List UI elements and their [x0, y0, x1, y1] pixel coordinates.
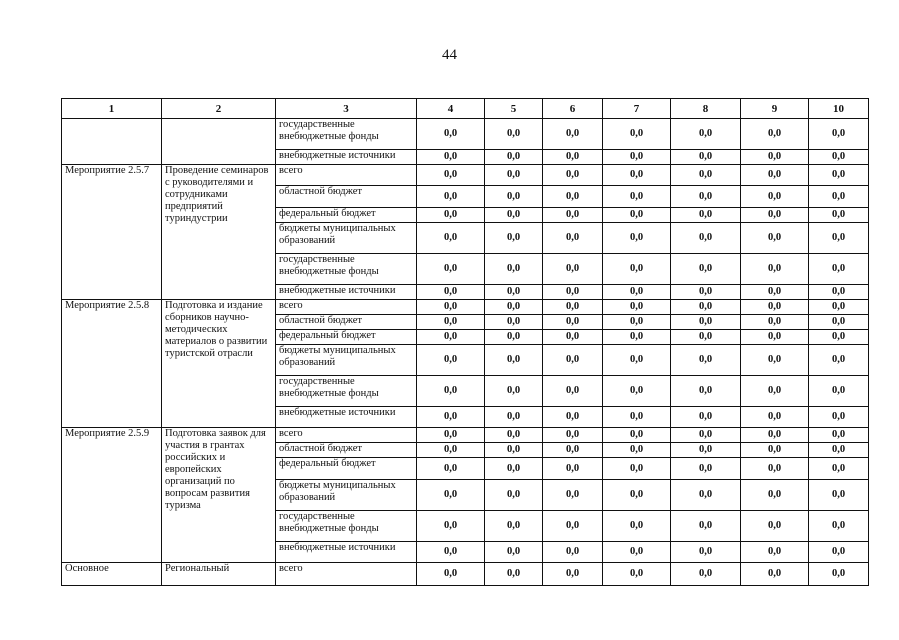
- funding-source-cell: всего: [276, 428, 417, 443]
- value-cell: 0,0: [671, 563, 741, 586]
- value-cell: 0,0: [741, 150, 809, 165]
- activity-cell: Мероприятие 2.5.8: [62, 300, 162, 428]
- value-cell: 0,0: [741, 443, 809, 458]
- value-cell: 0,0: [485, 345, 543, 376]
- column-header: 2: [162, 99, 276, 119]
- description-cell: Региональный: [162, 563, 276, 586]
- value-cell: 0,0: [543, 563, 603, 586]
- value-cell: 0,0: [543, 443, 603, 458]
- value-cell: 0,0: [417, 315, 485, 330]
- value-cell: 0,0: [485, 300, 543, 315]
- value-cell: 0,0: [671, 300, 741, 315]
- value-cell: 0,0: [671, 376, 741, 407]
- value-cell: 0,0: [603, 208, 671, 223]
- value-cell: 0,0: [417, 119, 485, 150]
- table-row: [62, 119, 869, 150]
- value-cell: 0,0: [417, 458, 485, 480]
- value-cell: 0,0: [485, 511, 543, 542]
- value-cell: 0,0: [809, 223, 869, 254]
- value-cell: 0,0: [809, 165, 869, 186]
- value-cell: 0,0: [671, 150, 741, 165]
- value-cell: 0,0: [741, 300, 809, 315]
- description-cell: Подготовка заявок для участия в грантах российских и европейских организаций по вопросам развития туризма: [162, 428, 276, 563]
- value-cell: 0,0: [671, 285, 741, 300]
- value-cell: 0,0: [417, 511, 485, 542]
- value-cell: 0,0: [603, 300, 671, 315]
- value-cell: 0,0: [741, 428, 809, 443]
- column-header: 3: [276, 99, 417, 119]
- funding-source-cell: всего: [276, 165, 417, 186]
- value-cell: 0,0: [671, 511, 741, 542]
- value-cell: 0,0: [485, 458, 543, 480]
- funding-source-cell: внебюджетные источники: [276, 542, 417, 563]
- value-cell: 0,0: [485, 165, 543, 186]
- funding-source-cell: федеральный бюджет: [276, 330, 417, 345]
- funding-source-cell: всего: [276, 563, 417, 586]
- value-cell: 0,0: [485, 542, 543, 563]
- activity-cell: Мероприятие 2.5.7: [62, 165, 162, 300]
- funding-source-cell: областной бюджет: [276, 186, 417, 208]
- value-cell: 0,0: [741, 165, 809, 186]
- value-cell: 0,0: [417, 376, 485, 407]
- table-row: [62, 300, 869, 315]
- value-cell: 0,0: [809, 186, 869, 208]
- value-cell: 0,0: [671, 443, 741, 458]
- value-cell: 0,0: [543, 150, 603, 165]
- funding-source-cell: государственные внебюджетные фонды: [276, 511, 417, 542]
- value-cell: 0,0: [741, 254, 809, 285]
- description-cell: [162, 119, 276, 165]
- activity-cell: Мероприятие 2.5.9: [62, 428, 162, 563]
- value-cell: 0,0: [741, 315, 809, 330]
- value-cell: 0,0: [543, 186, 603, 208]
- value-cell: 0,0: [671, 345, 741, 376]
- value-cell: 0,0: [485, 254, 543, 285]
- value-cell: 0,0: [603, 407, 671, 428]
- value-cell: 0,0: [543, 345, 603, 376]
- funding-source-cell: областной бюджет: [276, 315, 417, 330]
- table-header: [62, 99, 869, 119]
- funding-source-cell: бюджеты муниципальных образований: [276, 480, 417, 511]
- funding-source-cell: государственные внебюджетные фонды: [276, 119, 417, 150]
- value-cell: 0,0: [603, 345, 671, 376]
- value-cell: 0,0: [671, 542, 741, 563]
- value-cell: 0,0: [809, 300, 869, 315]
- value-cell: 0,0: [603, 458, 671, 480]
- value-cell: 0,0: [485, 315, 543, 330]
- value-cell: 0,0: [485, 186, 543, 208]
- value-cell: 0,0: [671, 428, 741, 443]
- value-cell: 0,0: [809, 428, 869, 443]
- funding-source-cell: внебюджетные источники: [276, 285, 417, 300]
- value-cell: 0,0: [485, 330, 543, 345]
- value-cell: 0,0: [671, 208, 741, 223]
- value-cell: 0,0: [671, 165, 741, 186]
- value-cell: 0,0: [741, 376, 809, 407]
- value-cell: 0,0: [417, 407, 485, 428]
- value-cell: 0,0: [417, 542, 485, 563]
- value-cell: 0,0: [741, 285, 809, 300]
- value-cell: 0,0: [603, 542, 671, 563]
- value-cell: 0,0: [543, 330, 603, 345]
- column-header: 4: [417, 99, 485, 119]
- funding-source-cell: федеральный бюджет: [276, 208, 417, 223]
- budget-table: [61, 98, 869, 586]
- value-cell: 0,0: [543, 119, 603, 150]
- value-cell: 0,0: [671, 119, 741, 150]
- column-header: 10: [809, 99, 869, 119]
- table-row: [62, 165, 869, 186]
- value-cell: 0,0: [809, 542, 869, 563]
- value-cell: 0,0: [809, 480, 869, 511]
- value-cell: 0,0: [809, 345, 869, 376]
- value-cell: 0,0: [603, 285, 671, 300]
- value-cell: 0,0: [809, 315, 869, 330]
- value-cell: 0,0: [485, 376, 543, 407]
- value-cell: 0,0: [543, 511, 603, 542]
- funding-source-cell: бюджеты муниципальных образований: [276, 223, 417, 254]
- value-cell: 0,0: [809, 407, 869, 428]
- funding-source-cell: федеральный бюджет: [276, 458, 417, 480]
- description-cell: Проведение семинаров с руководителями и сотрудниками предприятий туриндустрии: [162, 165, 276, 300]
- funding-source-cell: государственные внебюджетные фонды: [276, 376, 417, 407]
- value-cell: 0,0: [417, 330, 485, 345]
- funding-source-cell: внебюджетные источники: [276, 407, 417, 428]
- value-cell: 0,0: [603, 563, 671, 586]
- value-cell: 0,0: [741, 511, 809, 542]
- value-cell: 0,0: [671, 315, 741, 330]
- header-row: [62, 99, 869, 119]
- value-cell: 0,0: [485, 480, 543, 511]
- value-cell: 0,0: [671, 330, 741, 345]
- value-cell: 0,0: [417, 208, 485, 223]
- value-cell: 0,0: [417, 563, 485, 586]
- value-cell: 0,0: [603, 254, 671, 285]
- column-header: 6: [543, 99, 603, 119]
- value-cell: 0,0: [741, 119, 809, 150]
- value-cell: 0,0: [603, 443, 671, 458]
- value-cell: 0,0: [603, 223, 671, 254]
- value-cell: 0,0: [543, 376, 603, 407]
- value-cell: 0,0: [741, 542, 809, 563]
- description-cell: Подготовка и издание сборников научно-методических материалов о развитии туристской отрасли: [162, 300, 276, 428]
- page-number: 44: [442, 47, 457, 63]
- value-cell: 0,0: [809, 150, 869, 165]
- value-cell: 0,0: [741, 186, 809, 208]
- value-cell: 0,0: [543, 300, 603, 315]
- value-cell: 0,0: [543, 480, 603, 511]
- value-cell: 0,0: [485, 407, 543, 428]
- value-cell: 0,0: [485, 208, 543, 223]
- value-cell: 0,0: [741, 345, 809, 376]
- value-cell: 0,0: [417, 345, 485, 376]
- funding-source-cell: внебюджетные источники: [276, 150, 417, 165]
- value-cell: 0,0: [671, 254, 741, 285]
- value-cell: 0,0: [417, 285, 485, 300]
- activity-cell: [62, 119, 162, 165]
- value-cell: 0,0: [809, 285, 869, 300]
- value-cell: 0,0: [603, 150, 671, 165]
- value-cell: 0,0: [485, 150, 543, 165]
- value-cell: 0,0: [603, 376, 671, 407]
- value-cell: 0,0: [485, 285, 543, 300]
- value-cell: 0,0: [603, 165, 671, 186]
- value-cell: 0,0: [809, 511, 869, 542]
- value-cell: 0,0: [671, 458, 741, 480]
- value-cell: 0,0: [543, 254, 603, 285]
- value-cell: 0,0: [809, 458, 869, 480]
- value-cell: 0,0: [741, 407, 809, 428]
- value-cell: 0,0: [417, 223, 485, 254]
- value-cell: 0,0: [417, 186, 485, 208]
- table-row: [62, 563, 869, 586]
- column-header: 7: [603, 99, 671, 119]
- value-cell: 0,0: [603, 330, 671, 345]
- value-cell: 0,0: [671, 480, 741, 511]
- value-cell: 0,0: [671, 407, 741, 428]
- value-cell: 0,0: [485, 428, 543, 443]
- value-cell: 0,0: [485, 119, 543, 150]
- value-cell: 0,0: [741, 458, 809, 480]
- value-cell: 0,0: [485, 563, 543, 586]
- value-cell: 0,0: [543, 428, 603, 443]
- value-cell: 0,0: [741, 223, 809, 254]
- value-cell: 0,0: [809, 254, 869, 285]
- value-cell: 0,0: [671, 223, 741, 254]
- value-cell: 0,0: [417, 300, 485, 315]
- value-cell: 0,0: [543, 315, 603, 330]
- value-cell: 0,0: [809, 376, 869, 407]
- value-cell: 0,0: [603, 428, 671, 443]
- column-header: 1: [62, 99, 162, 119]
- value-cell: 0,0: [543, 285, 603, 300]
- value-cell: 0,0: [543, 407, 603, 428]
- value-cell: 0,0: [543, 208, 603, 223]
- activity-cell: Основное: [62, 563, 162, 586]
- column-header: 8: [671, 99, 741, 119]
- value-cell: 0,0: [809, 208, 869, 223]
- value-cell: 0,0: [741, 330, 809, 345]
- funding-source-cell: областной бюджет: [276, 443, 417, 458]
- funding-source-cell: всего: [276, 300, 417, 315]
- value-cell: 0,0: [417, 443, 485, 458]
- value-cell: 0,0: [603, 119, 671, 150]
- value-cell: 0,0: [809, 443, 869, 458]
- value-cell: 0,0: [603, 315, 671, 330]
- value-cell: 0,0: [417, 165, 485, 186]
- value-cell: 0,0: [543, 223, 603, 254]
- column-header: 9: [741, 99, 809, 119]
- value-cell: 0,0: [603, 480, 671, 511]
- funding-source-cell: государственные внебюджетные фонды: [276, 254, 417, 285]
- value-cell: 0,0: [417, 254, 485, 285]
- funding-source-cell: бюджеты муниципальных образований: [276, 345, 417, 376]
- value-cell: 0,0: [543, 458, 603, 480]
- column-header: 5: [485, 99, 543, 119]
- value-cell: 0,0: [809, 563, 869, 586]
- value-cell: 0,0: [485, 443, 543, 458]
- value-cell: 0,0: [485, 223, 543, 254]
- value-cell: 0,0: [417, 150, 485, 165]
- table-body: [62, 119, 869, 586]
- value-cell: 0,0: [741, 480, 809, 511]
- value-cell: 0,0: [417, 480, 485, 511]
- value-cell: 0,0: [809, 119, 869, 150]
- value-cell: 0,0: [603, 186, 671, 208]
- value-cell: 0,0: [741, 563, 809, 586]
- value-cell: 0,0: [417, 428, 485, 443]
- table-row: [62, 428, 869, 443]
- value-cell: 0,0: [543, 165, 603, 186]
- value-cell: 0,0: [603, 511, 671, 542]
- value-cell: 0,0: [543, 542, 603, 563]
- value-cell: 0,0: [741, 208, 809, 223]
- value-cell: 0,0: [809, 330, 869, 345]
- value-cell: 0,0: [671, 186, 741, 208]
